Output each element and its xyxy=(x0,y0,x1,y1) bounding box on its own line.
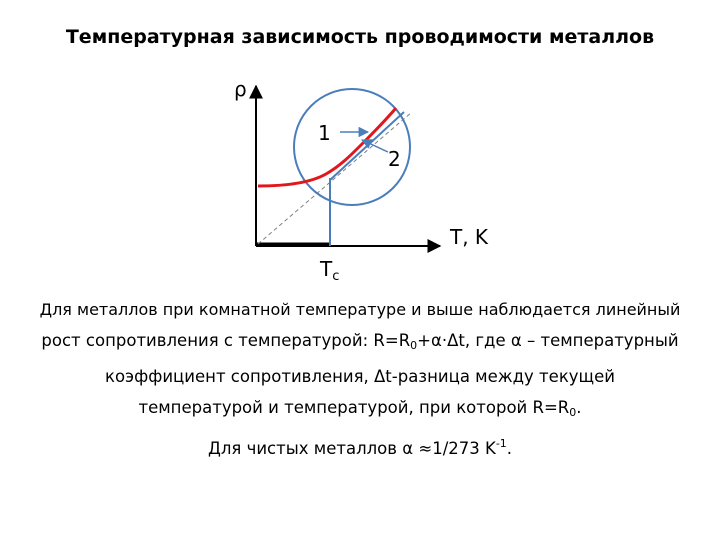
line4-part-b: . xyxy=(576,398,582,417)
line5-superscript: -1 xyxy=(495,437,507,450)
dashed-reference-line xyxy=(258,112,412,244)
y-axis-label: ρ xyxy=(234,77,247,101)
line4-subscript: 0 xyxy=(569,406,577,419)
line5-part-b: . xyxy=(506,439,513,458)
description-text xyxy=(0,294,720,464)
tc-label-main: T xyxy=(320,257,333,281)
curve-1-label: 1 xyxy=(318,121,331,145)
line2-part-b: +α·Δt, где α – температурный xyxy=(417,331,679,350)
line2-part-a: рост сопротивления с температурой: R=R xyxy=(41,331,411,350)
tc-label xyxy=(319,257,339,284)
description-line-4 xyxy=(0,392,720,428)
x-axis-label: T, K xyxy=(450,225,489,249)
line2-subscript: 0 xyxy=(410,339,418,352)
tc-label-subscript: c xyxy=(332,269,340,284)
line4-part-a: температурой и температурой, при которой R=R xyxy=(138,398,570,417)
description-line-5 xyxy=(0,428,720,464)
description-line-3: коэффициент сопротивления, Δt-разница между текущей xyxy=(105,367,615,386)
curve-2-label: 2 xyxy=(388,147,401,171)
page-title: Температурная зависимость проводимости металлов xyxy=(65,26,655,48)
description-line-2 xyxy=(0,325,720,361)
resistivity-curve xyxy=(258,108,396,186)
description-line-1: Для металлов при комнатной температуре и выше наблюдается линейный xyxy=(39,300,681,319)
line5-part-a: Для чистых металлов α ≈1/273 K xyxy=(207,439,496,458)
